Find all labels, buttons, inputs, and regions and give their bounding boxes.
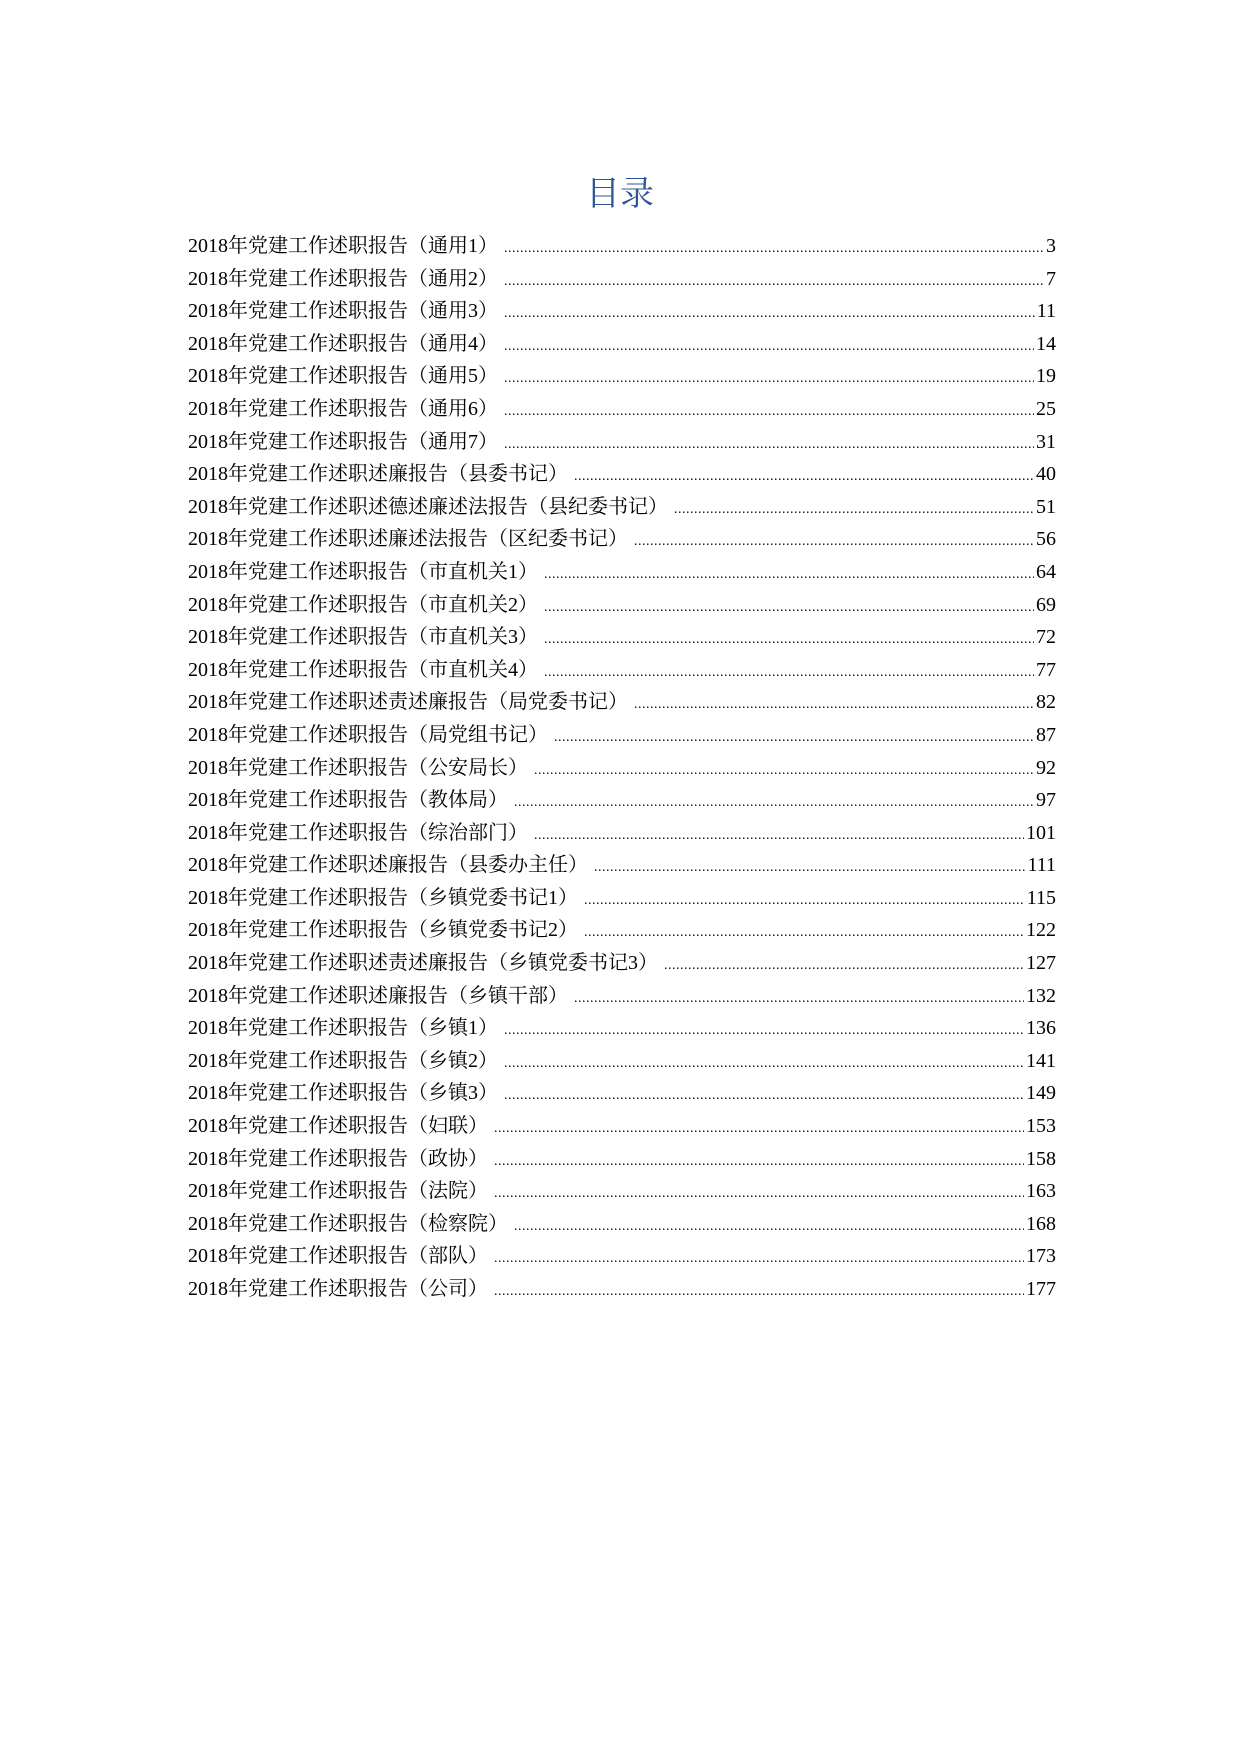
toc-entry[interactable] (188, 491, 1056, 524)
toc-entry-title: 2018年党建工作述职述责述廉报告（局党委书记） (188, 691, 628, 714)
toc-page-number: 141 (1026, 1049, 1056, 1072)
toc-page-number: 136 (1026, 1017, 1056, 1040)
toc-dot-leader (514, 787, 1034, 820)
toc-dot-leader (534, 755, 1034, 788)
toc-page-number: 115 (1026, 886, 1056, 909)
toc-page-number: 87 (1036, 723, 1056, 746)
toc-dot-leader (534, 820, 1024, 853)
toc-entry-title: 2018年党建工作述职报告（乡镇1） (188, 1017, 498, 1040)
toc-page-number: 51 (1036, 495, 1056, 518)
toc-entry[interactable] (188, 882, 1056, 915)
toc-entry[interactable] (188, 849, 1056, 882)
toc-entry[interactable] (188, 263, 1056, 296)
toc-dot-leader (504, 233, 1044, 266)
toc-entry[interactable] (188, 784, 1056, 817)
toc-entry[interactable] (188, 426, 1056, 459)
toc-entry[interactable] (188, 589, 1056, 622)
toc-entry[interactable] (188, 1175, 1056, 1208)
toc-dot-leader (504, 331, 1034, 364)
toc-entry[interactable] (188, 1077, 1056, 1110)
toc-dot-leader (514, 1211, 1024, 1244)
toc-entry[interactable] (188, 1012, 1056, 1045)
toc-entry-title: 2018年党建工作述职报告（通用2） (188, 267, 498, 290)
toc-dot-leader (574, 461, 1034, 494)
toc-dot-leader (584, 885, 1025, 918)
toc-dot-leader (594, 852, 1025, 885)
toc-entry[interactable] (188, 523, 1056, 556)
toc-entry-title: 2018年党建工作述职报告（通用3） (188, 300, 498, 323)
toc-entry-title: 2018年党建工作述职报告（部队） (188, 1245, 488, 1268)
toc-page-number: 97 (1036, 789, 1056, 812)
toc-dot-leader (674, 494, 1034, 527)
toc-entry[interactable] (188, 719, 1056, 752)
toc-entry[interactable] (188, 686, 1056, 719)
toc-entry[interactable] (188, 1110, 1056, 1143)
toc-page-number: 25 (1036, 397, 1056, 420)
toc-entry-title: 2018年党建工作述职报告（乡镇党委书记2） (188, 919, 578, 942)
toc-page-number: 168 (1026, 1212, 1056, 1235)
toc-page-number: 14 (1036, 332, 1056, 355)
toc-entry-title: 2018年党建工作述职报告（通用6） (188, 397, 498, 420)
toc-entry[interactable] (188, 621, 1056, 654)
toc-list (188, 230, 1056, 1306)
toc-page-number: 149 (1026, 1082, 1056, 1105)
toc-page-number: 153 (1026, 1115, 1056, 1138)
toc-dot-leader (504, 1015, 1024, 1048)
toc-entry[interactable] (188, 1143, 1056, 1176)
toc-dot-leader (504, 1048, 1024, 1081)
toc-entry[interactable] (188, 360, 1056, 393)
toc-dot-leader (494, 1276, 1024, 1309)
toc-page-number: 92 (1036, 756, 1056, 779)
toc-entry-title: 2018年党建工作述职述廉报告（县委办主任） (188, 854, 588, 877)
toc-entry[interactable] (188, 230, 1056, 263)
toc-entry[interactable] (188, 328, 1056, 361)
toc-page-number: 3 (1046, 235, 1056, 257)
toc-entry-title: 2018年党建工作述职述德述廉述法报告（县纪委书记） (188, 495, 668, 518)
toc-entry-title: 2018年党建工作述职报告（局党组书记） (188, 723, 548, 746)
toc-entry-title: 2018年党建工作述职报告（通用7） (188, 430, 498, 453)
toc-dot-leader (584, 917, 1024, 950)
toc-dot-leader (494, 1113, 1024, 1146)
toc-dot-leader (504, 429, 1034, 462)
toc-dot-leader (574, 983, 1024, 1016)
toc-entry[interactable] (188, 752, 1056, 785)
toc-page-number: 31 (1036, 430, 1056, 453)
toc-entry-title: 2018年党建工作述职报告（公安局长） (188, 756, 528, 779)
toc-entry[interactable] (188, 458, 1056, 491)
toc-dot-leader (664, 950, 1024, 983)
toc-page-number: 82 (1036, 691, 1056, 714)
toc-entry[interactable] (188, 556, 1056, 589)
toc-entry[interactable] (188, 654, 1056, 687)
toc-entry-title: 2018年党建工作述职报告（乡镇党委书记1） (188, 886, 578, 909)
toc-entry[interactable] (188, 1240, 1056, 1273)
toc-entry-title: 2018年党建工作述职报告（市直机关2） (188, 593, 538, 616)
toc-entry-title: 2018年党建工作述职报告（乡镇2） (188, 1049, 498, 1072)
toc-page-number: 127 (1026, 952, 1056, 975)
toc-entry-title: 2018年党建工作述职报告（政协） (188, 1147, 488, 1170)
toc-entry-title: 2018年党建工作述职报告（通用1） (188, 235, 498, 257)
toc-entry[interactable] (188, 393, 1056, 426)
toc-dot-leader (494, 1178, 1024, 1211)
toc-dot-leader (494, 1243, 1024, 1276)
toc-page-number: 177 (1026, 1278, 1056, 1300)
toc-dot-leader (544, 592, 1034, 625)
toc-entry-title: 2018年党建工作述职报告（综治部门） (188, 821, 528, 844)
toc-entry-title: 2018年党建工作述职述廉报告（县委书记） (188, 463, 568, 486)
toc-entry-title: 2018年党建工作述职报告（通用4） (188, 332, 498, 355)
toc-page-number: 69 (1036, 593, 1056, 616)
toc-entry-title: 2018年党建工作述职报告（教体局） (188, 789, 508, 812)
toc-page-number: 11 (1036, 300, 1056, 323)
toc-dot-leader (504, 396, 1034, 429)
toc-dot-leader (634, 526, 1034, 559)
toc-dot-leader (544, 559, 1034, 592)
toc-entry-title: 2018年党建工作述职报告（乡镇3） (188, 1082, 498, 1105)
toc-page-number: 56 (1036, 528, 1056, 551)
toc-dot-leader (504, 266, 1044, 299)
toc-page-number: 101 (1026, 821, 1056, 844)
toc-page-number: 132 (1026, 984, 1056, 1007)
toc-page-number: 64 (1036, 560, 1056, 583)
toc-entry[interactable] (188, 914, 1056, 947)
toc-entry-title: 2018年党建工作述职述廉报告（乡镇干部） (188, 984, 568, 1007)
toc-page-number: 19 (1036, 365, 1056, 388)
toc-entry-title: 2018年党建工作述职报告（市直机关3） (188, 626, 538, 649)
toc-dot-leader (504, 298, 1035, 331)
toc-entry-title: 2018年党建工作述职述廉述法报告（区纪委书记） (188, 528, 628, 551)
toc-page-number: 163 (1026, 1180, 1056, 1203)
toc-entry[interactable] (188, 817, 1056, 850)
toc-dot-leader (504, 363, 1034, 396)
toc-entry-title: 2018年党建工作述职报告（妇联） (188, 1115, 488, 1138)
toc-page-number: 111 (1027, 854, 1056, 877)
toc-dot-leader (634, 689, 1034, 722)
toc-page-number: 72 (1036, 626, 1056, 649)
toc-entry-title: 2018年党建工作述职报告（公司） (188, 1278, 488, 1300)
toc-dot-leader (554, 722, 1034, 755)
toc-dot-leader (544, 624, 1034, 657)
toc-entry[interactable] (188, 1208, 1056, 1241)
toc-dot-leader (504, 1080, 1024, 1113)
toc-dot-leader (494, 1146, 1024, 1179)
toc-entry[interactable] (188, 947, 1056, 980)
toc-page-number: 122 (1026, 919, 1056, 942)
toc-page-number: 77 (1036, 658, 1056, 681)
toc-entry-title: 2018年党建工作述职报告（市直机关4） (188, 658, 538, 681)
toc-page-number: 7 (1046, 267, 1056, 290)
toc-title: 目录 (586, 174, 654, 214)
toc-page-number: 40 (1036, 463, 1056, 486)
toc-entry-title: 2018年党建工作述职报告（市直机关1） (188, 560, 538, 583)
toc-entry-title: 2018年党建工作述职报告（法院） (188, 1180, 488, 1203)
toc-entry[interactable] (188, 295, 1056, 328)
toc-entry-title: 2018年党建工作述职述责述廉报告（乡镇党委书记3） (188, 952, 658, 975)
toc-entry-title: 2018年党建工作述职报告（通用5） (188, 365, 498, 388)
toc-entry[interactable] (188, 1045, 1056, 1078)
toc-dot-leader (544, 657, 1034, 690)
toc-entry[interactable] (188, 980, 1056, 1013)
toc-page-number: 173 (1026, 1245, 1056, 1268)
toc-entry-title: 2018年党建工作述职报告（检察院） (188, 1212, 508, 1235)
toc-entry[interactable] (188, 1273, 1056, 1306)
toc-page-number: 158 (1026, 1147, 1056, 1170)
